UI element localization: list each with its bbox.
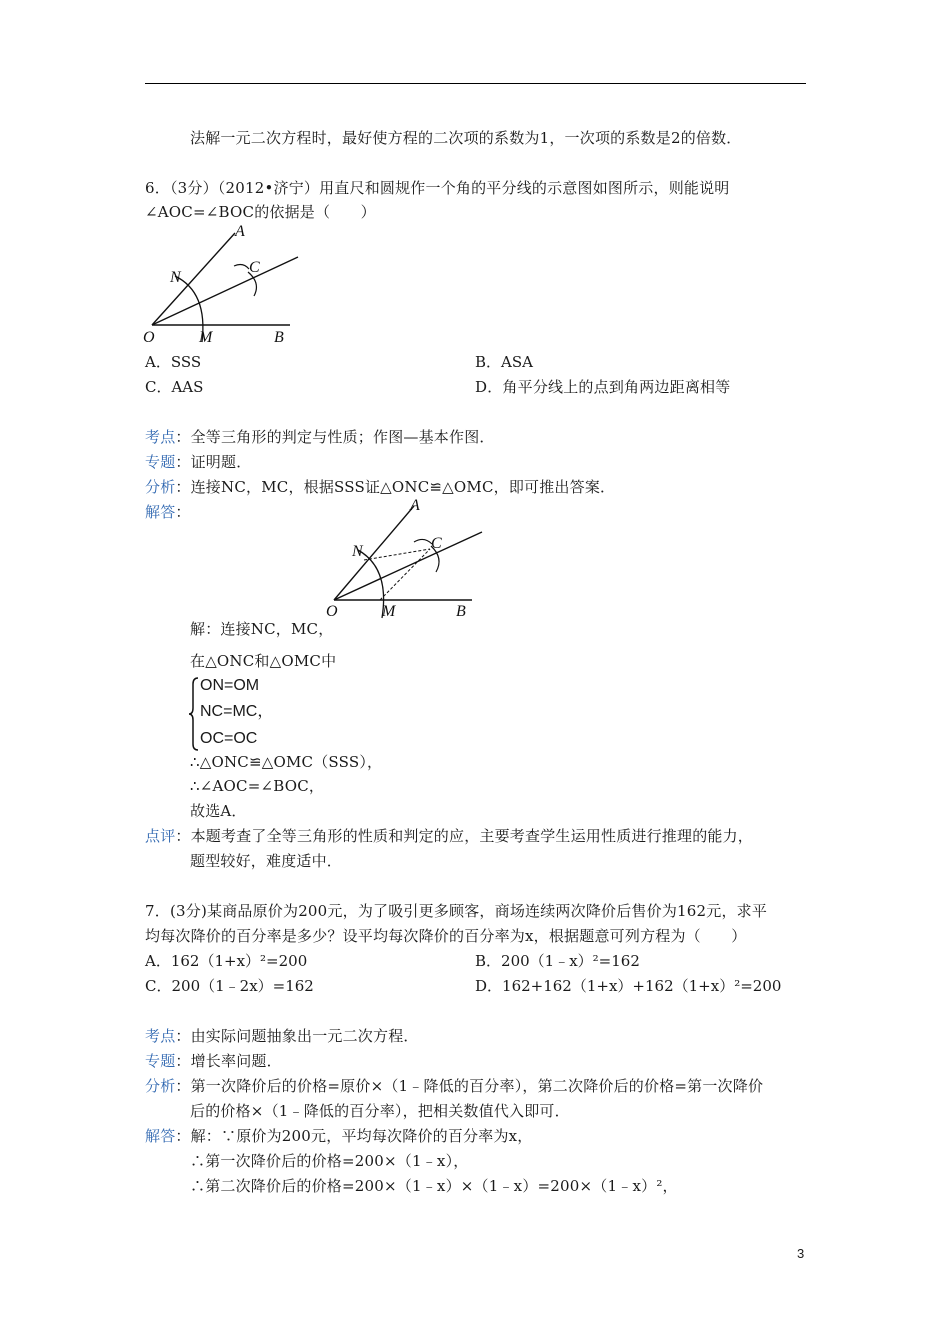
sol-label-C: C — [431, 535, 442, 552]
zhuanti-label: 专题 — [145, 1052, 176, 1070]
q7-option-a: A．162（1+x）²=200 — [145, 952, 308, 970]
q7-jieda-line2: ∴第一次降价后的价格=200×（1﹣x）， — [190, 1152, 469, 1170]
q6-sol-line2: 在△ONC和△OMC中 — [190, 652, 337, 670]
q6-figure — [140, 222, 310, 347]
q6-fenxi: 分析：连接NC，MC，根据SSS证△ONC≌△OMC，即可推出答案． — [145, 478, 616, 496]
system-eq1: ON=OM — [200, 677, 260, 694]
system-eq2: NC=MC， — [200, 703, 274, 720]
q6-sol-line1: 解：连接NC，MC， — [190, 620, 334, 638]
q6-dianping-line2: 题型较好，难度适中． — [190, 852, 343, 870]
continuation-text: 法解一元二次方程时，最好使方程的二次项的系数为1，一次项的系数是2的倍数． — [190, 129, 742, 147]
q6-option-b: B．ASA — [475, 353, 533, 371]
label-N: N — [170, 269, 181, 286]
jieda-label: 解答 — [145, 503, 176, 521]
q7-fenxi: 分析：第一次降价后的价格=原价×（1﹣降低的百分率），第二次降价后的价格=第一次降价 — [145, 1077, 764, 1095]
q7-option-d: D．162+162（1+x）+162（1+x）²=200 — [475, 977, 782, 995]
q6-stem-line1: 6．（3分）（2012•济宁）用直尺和圆规作一个角的平分线的示意图如图所示，则能说明 — [145, 179, 730, 197]
q6-option-a: A．SSS — [145, 353, 202, 371]
q7-stem-line2: 均每次降价的百分率是多少？设平均每次降价的百分率为x，根据题意可列方程为（ ） — [145, 927, 747, 945]
label-M: M — [199, 329, 213, 346]
system-brace — [188, 676, 200, 752]
label-B: B — [274, 329, 284, 346]
q6-kaodian: 考点：全等三角形的判定与性质；作图—基本作图． — [145, 428, 495, 446]
q6-dianping: 点评：本题考查了全等三角形的性质和判定的应，主要考查学生运用性质进行推理的能力， — [145, 827, 754, 845]
sol-label-M: M — [382, 603, 396, 620]
q6-zhuanti: 专题：证明题． — [145, 453, 252, 471]
q7-zhuanti: 专题：增长率问题． — [145, 1052, 282, 1070]
sol-label-B: B — [456, 603, 466, 620]
kaodian-label: 考点 — [145, 428, 176, 446]
q7-jieda: 解答：解：∵原价为200元，平均每次降价的百分率为x， — [145, 1127, 533, 1145]
header-rule — [145, 83, 806, 84]
q6-option-d: D．角平分线上的点到角两边距离相等 — [475, 378, 731, 396]
label-C: C — [249, 259, 260, 276]
q7-option-b: B．200（1﹣x）²=162 — [475, 952, 640, 970]
zhuanti-label: 专题 — [145, 453, 176, 471]
kaodian-label: 考点 — [145, 1027, 176, 1045]
q6-solution-figure — [322, 494, 492, 620]
fenxi-label: 分析 — [145, 1077, 176, 1095]
page-number: 3 — [797, 1246, 805, 1261]
label-A: A — [235, 223, 245, 240]
q6-sol-line5: 故选A． — [190, 802, 247, 820]
q6-stem-line2: ∠AOC=∠BOC的依据是（ ） — [145, 203, 376, 221]
label-O: O — [143, 329, 155, 346]
q7-kaodian: 考点：由实际问题抽象出一元二次方程． — [145, 1027, 419, 1045]
q7-stem-line1: 7．(3分)某商品原价为200元，为了吸引更多顾客，商场连续两次降价后售价为162元，求平 — [145, 902, 768, 920]
q7-option-c: C．200（1﹣2x）=162 — [145, 977, 314, 995]
sol-label-N: N — [352, 543, 363, 560]
q7-fenxi-line2: 后的价格×（1﹣降低的百分率），把相关数值代入即可． — [190, 1102, 570, 1120]
q6-sol-line3: ∴△ONC≌△OMC（SSS）， — [190, 753, 383, 771]
q7-jieda-line3: ∴第二次降价后的价格=200×（1﹣x）×（1﹣x）=200×（1﹣x）²， — [190, 1177, 678, 1195]
sol-label-A: A — [410, 497, 420, 514]
fenxi-label: 分析 — [145, 478, 176, 496]
system-eq3: OC=OC — [200, 730, 258, 747]
q6-jieda: 解答： — [145, 503, 191, 521]
q6-option-c: C．AAS — [145, 378, 204, 396]
dianping-label: 点评 — [145, 827, 176, 845]
sol-label-O: O — [326, 603, 338, 620]
jieda-label: 解答 — [145, 1127, 176, 1145]
q6-sol-line4: ∴∠AOC=∠BOC， — [190, 777, 325, 795]
